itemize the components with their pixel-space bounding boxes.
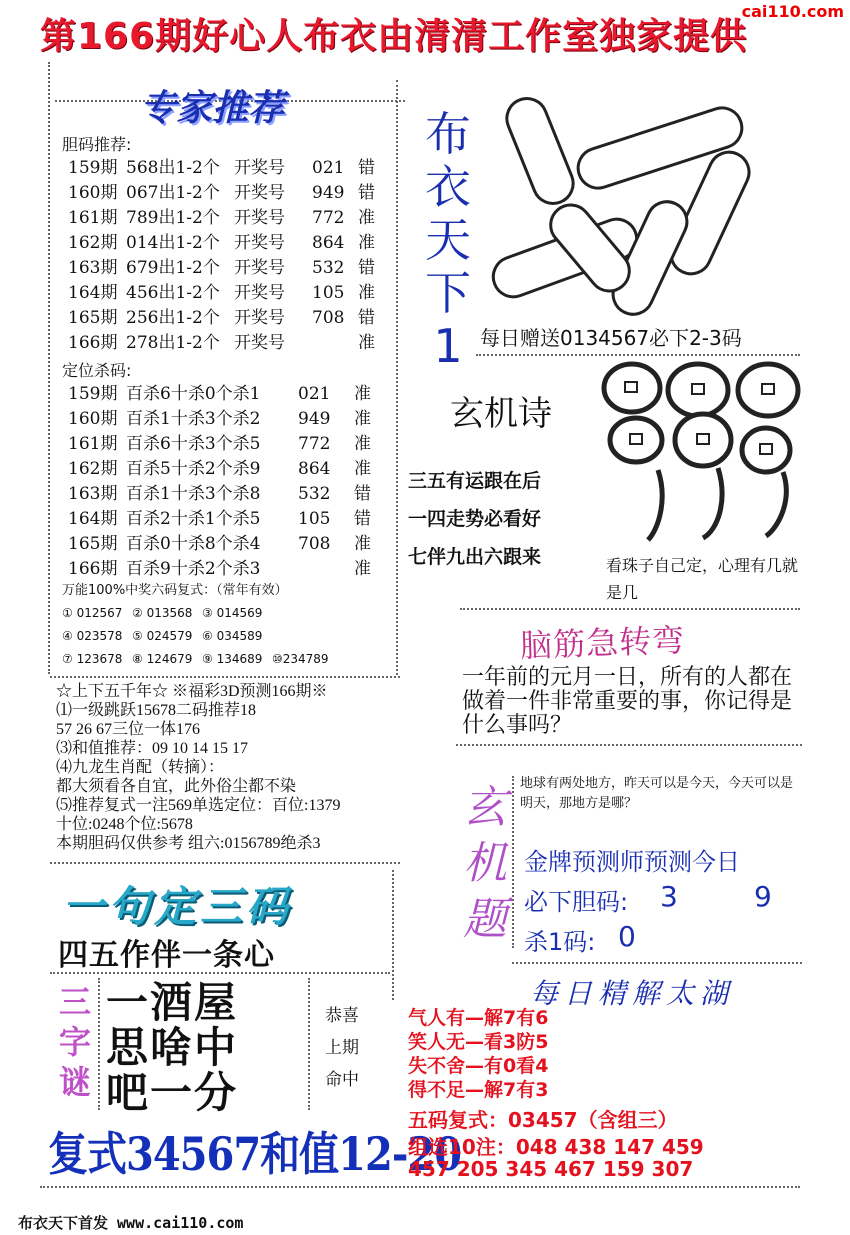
- pos-row: [68, 382, 384, 407]
- buyi-char: 1: [433, 319, 463, 373]
- taihu-header: 每日精解太湖: [530, 977, 735, 1010]
- naojin-text: 一年前的元月一日，所有的人都在做着一件非常重要的事，你记得是什么事吗？: [462, 665, 793, 738]
- dan-pick: 456出1-2个: [126, 283, 220, 303]
- dan-period: 160期: [68, 183, 118, 203]
- dan-label: 胆码推荐:: [62, 135, 132, 154]
- coins-graphic: [598, 360, 808, 546]
- shangxia-line: ☆上下五千年☆ ※福彩3D预测166期※: [56, 683, 328, 700]
- taihu-line: 气人有—解7有6: [408, 1007, 549, 1029]
- congrats-list: [318, 1000, 366, 1096]
- dan-num: 708: [312, 308, 345, 328]
- result-mark: 错: [358, 308, 375, 328]
- pos-num: [298, 557, 354, 582]
- sanzi-vertical: [56, 982, 94, 1102]
- footer-divider: [40, 1186, 800, 1188]
- pos-period: 160期: [68, 409, 118, 429]
- dan-num: 772: [312, 208, 345, 228]
- pos-pick: 百杀6十杀3个杀5: [126, 434, 261, 454]
- sha-label: 杀1码:: [524, 928, 596, 956]
- dan-row: [68, 306, 388, 331]
- dan-kj: 开奖号: [234, 308, 285, 328]
- xuanji-ti-divider: [456, 744, 802, 746]
- poem-line: 一四走势必看好: [408, 508, 542, 530]
- dan-value-1: 3: [660, 880, 678, 913]
- pos-period: 161期: [68, 434, 118, 454]
- taihu-line: 笑人无—看3防5: [408, 1031, 549, 1053]
- dan-num: 105: [312, 283, 345, 303]
- shangxia-line: 本期胆码仅供参考 组六:0156789绝杀3: [56, 835, 321, 852]
- dan-pick: 067出1-2个: [126, 183, 220, 203]
- dan-num: 949: [312, 183, 345, 203]
- poem-lines: [408, 462, 541, 576]
- result-mark: 错: [358, 183, 375, 203]
- result-mark: 错: [358, 258, 375, 278]
- result-mark: 准: [358, 283, 375, 303]
- fushi-text: 复式34567和值12-20: [48, 1127, 462, 1182]
- footer-text[interactable]: 布衣天下首发 www.cai110.com: [18, 1214, 244, 1232]
- shangxia-line: ⑴一级跳跃15678二码推荐18: [56, 702, 257, 719]
- dan-value-2: 9: [754, 880, 772, 913]
- buyi-char: 天: [425, 213, 471, 267]
- congrats-line: 恭喜: [325, 1006, 359, 1026]
- pos-num: 532: [298, 484, 331, 504]
- dan-row: [68, 156, 388, 181]
- taihu-line: 失不舍—有0看4: [408, 1055, 549, 1077]
- buyi-char: 衣: [425, 160, 471, 214]
- xuanji-ti-char: 机: [463, 838, 507, 889]
- wanneng-row: [62, 602, 352, 625]
- col-divider: [396, 80, 398, 675]
- dan-pick: 789出1-2个: [126, 208, 220, 228]
- dan-pick: 256出1-2个: [126, 308, 220, 328]
- dan-period: 164期: [68, 283, 118, 303]
- dan-row: [68, 206, 388, 231]
- taihu-divider: [512, 962, 802, 964]
- pos-period: 163期: [68, 484, 118, 504]
- dan-row: [68, 231, 388, 256]
- dan-num: 021: [312, 158, 345, 178]
- dan-period: 166期: [68, 333, 118, 353]
- result-mark: 错: [354, 484, 371, 504]
- pos-row: [68, 407, 384, 432]
- wanneng-item: ⑧ 124679: [132, 652, 193, 666]
- shangxia-bottom: [50, 862, 400, 864]
- congrats-line: 上期: [325, 1038, 359, 1058]
- pos-row: [68, 482, 384, 507]
- wanneng-item: ⑨ 134689: [202, 652, 263, 666]
- dan-pick: 679出1-2个: [126, 258, 220, 278]
- dan-kj: 开奖号: [234, 233, 285, 253]
- poem-line: 三五有运跟在后: [408, 470, 542, 492]
- yiju-header: 一句定三码: [62, 882, 293, 931]
- congrats-divider: [308, 978, 310, 1110]
- pos-num: 105: [298, 509, 331, 529]
- wanneng-item: ④ 023578: [62, 629, 123, 643]
- pos-period: 165期: [68, 534, 118, 554]
- result-mark: 准: [354, 434, 371, 454]
- pos-period: 159期: [68, 384, 118, 404]
- pos-row: [68, 557, 384, 582]
- dan-row: [68, 331, 388, 356]
- wanneng-label: 万能100%中奖六码复式：（常年有效）: [62, 583, 288, 598]
- daily-gift: 每日赠送0134567必下2-3码: [480, 326, 742, 350]
- buyi-char: 布: [425, 107, 471, 161]
- dan-kj: 开奖号: [234, 158, 285, 178]
- result-mark: 准: [358, 333, 375, 353]
- result-mark: 准: [358, 233, 375, 253]
- pos-period: 162期: [68, 459, 118, 479]
- wanneng-item: ② 013568: [132, 606, 193, 620]
- pos-row: [68, 432, 384, 457]
- buyi-vertical: [420, 108, 476, 373]
- sha-value: 0: [618, 920, 636, 953]
- dan-period: 165期: [68, 308, 118, 328]
- buyi-char: 下: [425, 266, 471, 320]
- dan-period: 162期: [68, 233, 118, 253]
- pos-pick: 百杀5十杀2个杀9: [126, 459, 261, 479]
- sanzi-char: 字: [58, 1023, 91, 1061]
- sanzi-divider: [98, 978, 100, 1110]
- dan-num: [312, 331, 358, 356]
- xuanji-ti-vertical: [460, 780, 510, 948]
- dan-kj: 开奖号: [234, 258, 285, 278]
- wanneng-item: ⑦ 123678: [62, 652, 123, 666]
- riddle-list: [106, 980, 238, 1115]
- dan-row: [68, 281, 388, 306]
- riddle-line: 吧一分: [106, 1068, 239, 1117]
- page-title: 第166期好心人布衣由清清工作室独家提供: [40, 16, 748, 57]
- shangxia-line: ⑷九龙生肖配（转摘）：: [56, 759, 225, 776]
- dan-pick: 568出1-2个: [126, 158, 220, 178]
- result-mark: 准: [354, 459, 371, 479]
- pos-row: [68, 507, 384, 532]
- pos-table: [68, 382, 384, 582]
- pos-num: 021: [298, 384, 331, 404]
- shangxia-divider: [50, 676, 400, 678]
- dan-pick: 278出1-2个: [126, 333, 220, 353]
- yiju-divider: [392, 870, 394, 1000]
- dan-label-jinpai: 必下胆码:: [524, 888, 629, 916]
- jinpai: 金牌预测师预测今日: [524, 848, 740, 876]
- buyi-divider: [476, 354, 800, 356]
- dan-pick: 014出1-2个: [126, 233, 220, 253]
- pos-pick: 百杀2十杀1个杀5: [126, 509, 261, 529]
- pos-pick: 百杀1十杀3个杀2: [126, 409, 261, 429]
- expert-header: 专家推荐: [140, 88, 285, 129]
- pos-row: [68, 532, 384, 557]
- result-mark: 准: [354, 409, 371, 429]
- xuanji-ti-vdivider: [512, 776, 514, 948]
- xuanji-question: 地球有两处地方，昨天可以是今天，今天可以是明天，那地方是哪？: [520, 776, 794, 811]
- dan-kj: 开奖号: [234, 283, 285, 303]
- xuanji-ti-char: 题: [463, 894, 507, 945]
- wanneng-item: ③ 014569: [202, 606, 263, 620]
- shangxia-block: [56, 682, 340, 853]
- naojin-header: 脑筋急转弯: [519, 621, 686, 665]
- pos-pick: 百杀6十杀0个杀1: [126, 384, 261, 404]
- pos-period: 164期: [68, 509, 118, 529]
- taihu-lines: [408, 1006, 548, 1102]
- swastika-graphic: [480, 88, 792, 324]
- site-logo[interactable]: cai110.com: [741, 2, 844, 21]
- dan-period: 159期: [68, 158, 118, 178]
- wanneng-item: ⑩234789: [272, 652, 329, 666]
- pos-num: 949: [298, 409, 331, 429]
- xuanji-ti-char: 玄: [463, 782, 507, 833]
- wanneng-item: ⑥ 034589: [202, 629, 263, 643]
- pos-pick: 百杀9十杀2个杀3: [126, 559, 261, 579]
- yiju-line: 四五作伴一条心: [58, 938, 275, 973]
- congrats-line: 命中: [325, 1070, 359, 1090]
- coin-note: 看珠子自己定，心理有几就是几: [606, 556, 799, 602]
- riddle-line: 一酒屋: [106, 978, 239, 1027]
- shangxia-line: ⑶和值推荐：09 10 14 15 17: [56, 740, 249, 757]
- pos-pick: 百杀0十杀8个杀4: [126, 534, 261, 554]
- riddle-line: 思啥中: [106, 1023, 239, 1072]
- taihu-line: 得不足—解7有3: [408, 1079, 549, 1101]
- dan-table: [68, 156, 388, 356]
- dan-num: 532: [312, 258, 345, 278]
- result-mark: 准: [358, 208, 375, 228]
- dan-kj: 开奖号: [234, 208, 285, 228]
- wanneng-list: [62, 602, 352, 671]
- pos-period: 166期: [68, 559, 118, 579]
- dan-period: 163期: [68, 258, 118, 278]
- zuxuan-line-2: 457 205 345 467 159 307: [408, 1157, 694, 1181]
- result-mark: 准: [354, 559, 371, 579]
- wanneng-item: ① 012567: [62, 606, 123, 620]
- result-mark: 准: [354, 384, 371, 404]
- sanzi-char: 谜: [58, 1063, 91, 1101]
- result-mark: 准: [354, 534, 371, 554]
- yiju-line-divider: [50, 972, 390, 974]
- shangxia-line: ⑸推荐复式一注569单选定位：百位:1379: [56, 797, 341, 814]
- wanneng-row: [62, 625, 352, 648]
- dan-row: [68, 181, 388, 206]
- pos-label: 定位杀码:: [62, 361, 132, 380]
- pos-num: 864: [298, 459, 331, 479]
- poem-line: 七伴九出六跟来: [408, 546, 542, 568]
- pos-row: [68, 457, 384, 482]
- shangxia-line: 十位:0248个位:5678: [56, 816, 193, 833]
- dan-row: [68, 256, 388, 281]
- pos-pick: 百杀1十杀3个杀8: [126, 484, 261, 504]
- dan-kj: 开奖号: [234, 333, 285, 353]
- wanneng-row: [62, 648, 352, 671]
- shangxia-line: 57 26 67三位一体176: [56, 721, 201, 738]
- naojin-divider: [460, 608, 800, 610]
- wuma-fushi: 五码复式：03457（含组三）: [408, 1108, 678, 1132]
- dan-period: 161期: [68, 208, 118, 228]
- left-border: [48, 62, 50, 674]
- xuanji-shi-header: 玄机诗: [450, 394, 552, 434]
- dan-num: 864: [312, 233, 345, 253]
- sanzi-char: 三: [58, 983, 91, 1021]
- pos-num: 708: [298, 534, 331, 554]
- dan-kj: 开奖号: [234, 183, 285, 203]
- zuxuan-line-1: 组选10注：048 438 147 459: [408, 1135, 704, 1159]
- pos-num: 772: [298, 434, 331, 454]
- result-mark: 错: [358, 158, 375, 178]
- result-mark: 错: [354, 509, 371, 529]
- wanneng-item: ⑤ 024579: [132, 629, 193, 643]
- shangxia-line: 都大须看各自宜，此外俗尘都不染: [56, 778, 297, 795]
